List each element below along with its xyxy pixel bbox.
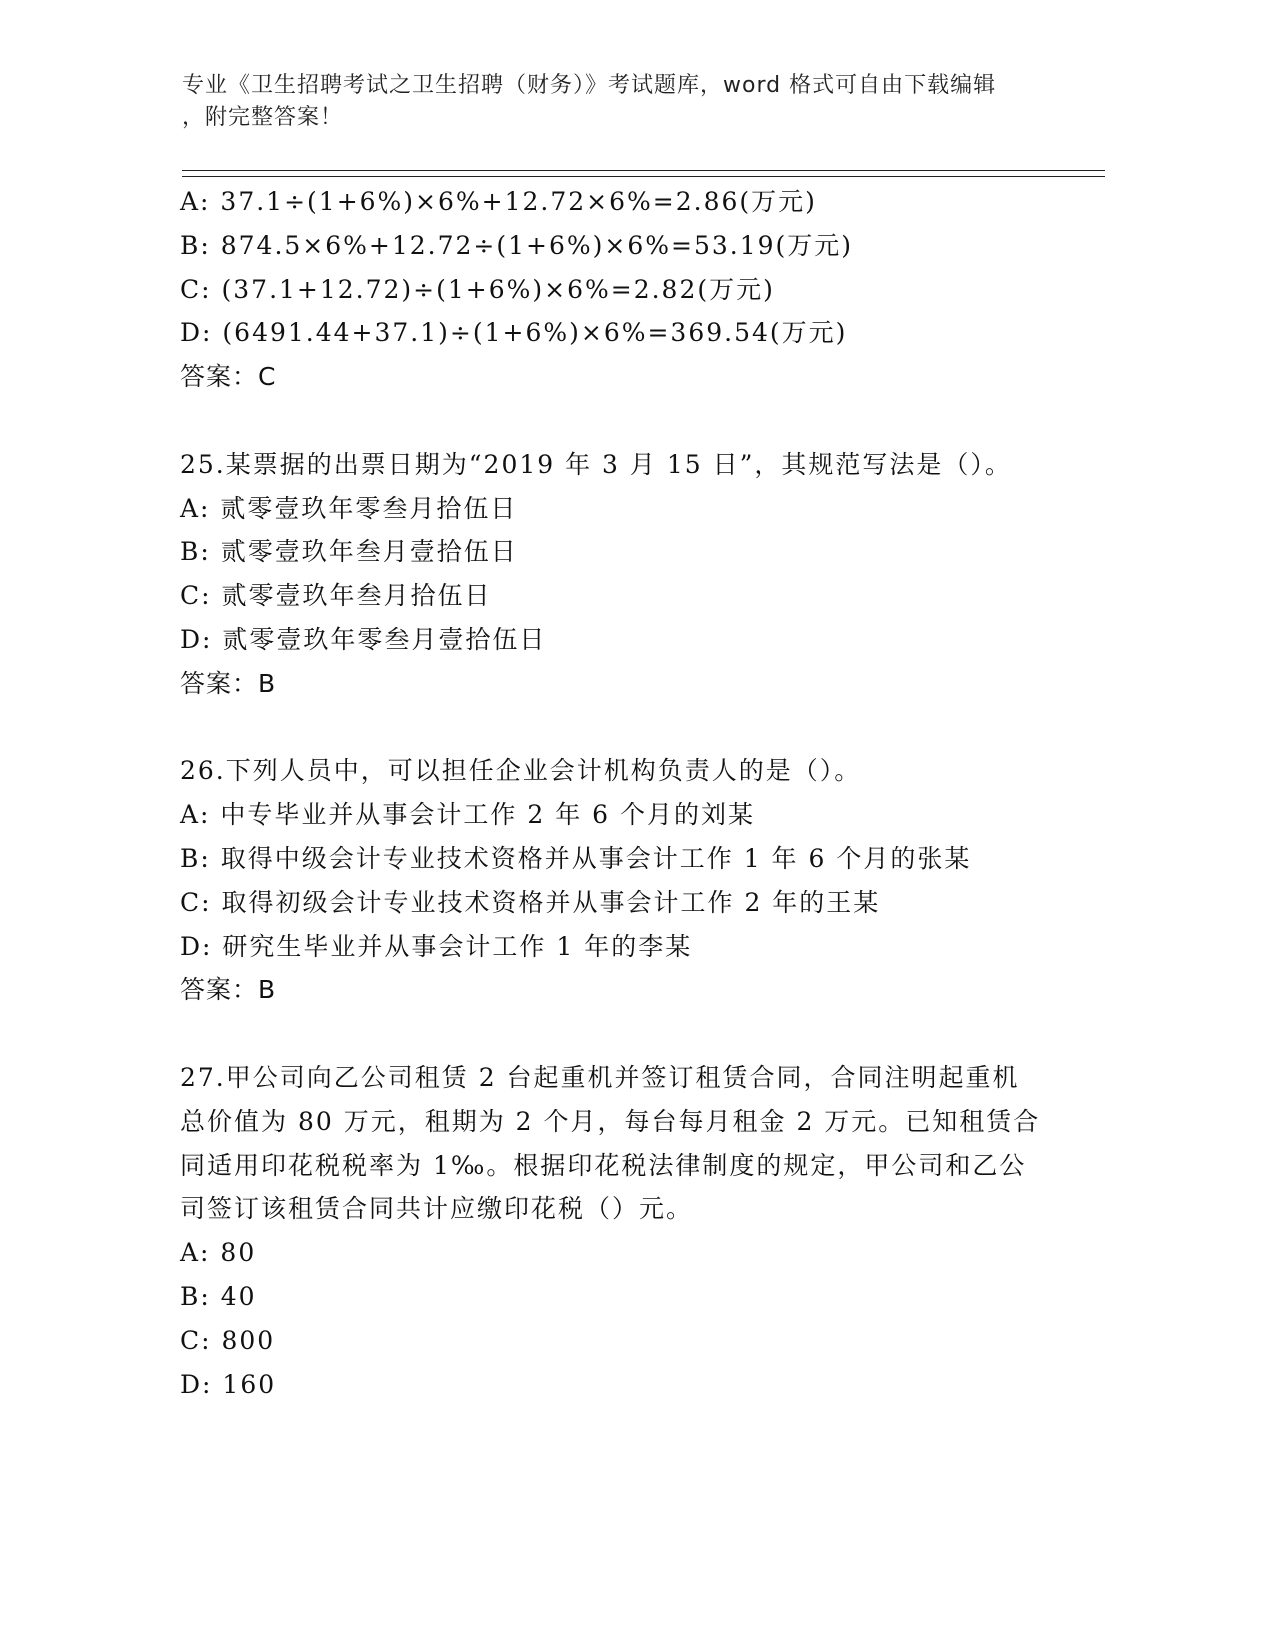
option-b: B: 贰零壹玖年叁月壹拾伍日 [180, 537, 518, 567]
option-a: A: 中专毕业并从事会计工作 2 年 6 个月的刘某 [180, 800, 756, 830]
header-title-line-1: 专业《卫生招聘考试之卫生招聘（财务）》考试题库，word 格式可自由下载编辑 [182, 73, 997, 98]
option-b: B: 874.5×6%+12.72÷(1+6%)×6%=53.19(万元) [180, 230, 854, 260]
option-b: B: 取得中级会计专业技术资格并从事会计工作 1 年 6 个月的张某 [180, 843, 972, 873]
header-rule-top [182, 170, 1105, 171]
header-rule-bottom [182, 176, 1105, 177]
option-c: C: 贰零壹玖年叁月拾伍日 [180, 581, 492, 611]
question-list [180, 180, 1060, 1406]
header-title-line-2: ，附完整答案！ [182, 105, 344, 130]
answer-text: 答案：B [180, 975, 277, 1005]
option-a: A: 80 [180, 1238, 257, 1268]
question-stem-line-1: 27.甲公司向乙公司租赁 2 台起重机并签订租赁合同，合同注明起重机 [180, 1062, 1020, 1092]
option-c: C: 取得初级会计专业技术资格并从事会计工作 2 年的王某 [180, 887, 881, 917]
answer-text: 答案：B [180, 668, 277, 698]
answer-text: 答案：C [180, 362, 277, 392]
question-stem-line-4: 司签订该租赁合同共计应缴印花税（）元。 [180, 1194, 694, 1224]
spacer [180, 706, 1060, 750]
question-stem: 26.下列人员中，可以担任企业会计机构负责人的是（）。 [180, 756, 862, 786]
question-stem-line-3: 同适用印花税税率为 1‰。根据印花税法律制度的规定，甲公司和乙公 [180, 1150, 1027, 1180]
option-d: D: 160 [180, 1369, 277, 1399]
question-stem-line-2: 总价值为 80 万元，租期为 2 个月，每台每月租金 2 万元。已知租赁合 [180, 1106, 1041, 1136]
question-stem: 25.某票据的出票日期为“2019 年 3 月 15 日”，其规范写法是（）。 [180, 449, 1012, 479]
option-b: B: 40 [180, 1281, 257, 1311]
option-d: D: (6491.44+37.1)÷(1+6%)×6%=369.54(万元) [180, 318, 848, 348]
option-c: C: (37.1+12.72)÷(1+6%)×6%=2.82(万元) [180, 274, 775, 304]
question-26 [180, 749, 1060, 1012]
option-d: D: 研究生毕业并从事会计工作 1 年的李某 [180, 931, 693, 961]
document-header [182, 70, 1062, 134]
spacer [180, 1012, 1060, 1056]
option-a: A: 贰零壹玖年零叁月拾伍日 [180, 493, 518, 523]
option-d: D: 贰零壹玖年零叁月壹拾伍日 [180, 624, 547, 654]
question-25 [180, 443, 1060, 706]
option-a: A: 37.1÷(1+6%)×6%+12.72×6%=2.86(万元) [180, 187, 817, 216]
option-c: C: 800 [180, 1325, 276, 1355]
question-27 [180, 1056, 1060, 1406]
question-24 [180, 180, 1060, 399]
spacer [180, 399, 1060, 443]
